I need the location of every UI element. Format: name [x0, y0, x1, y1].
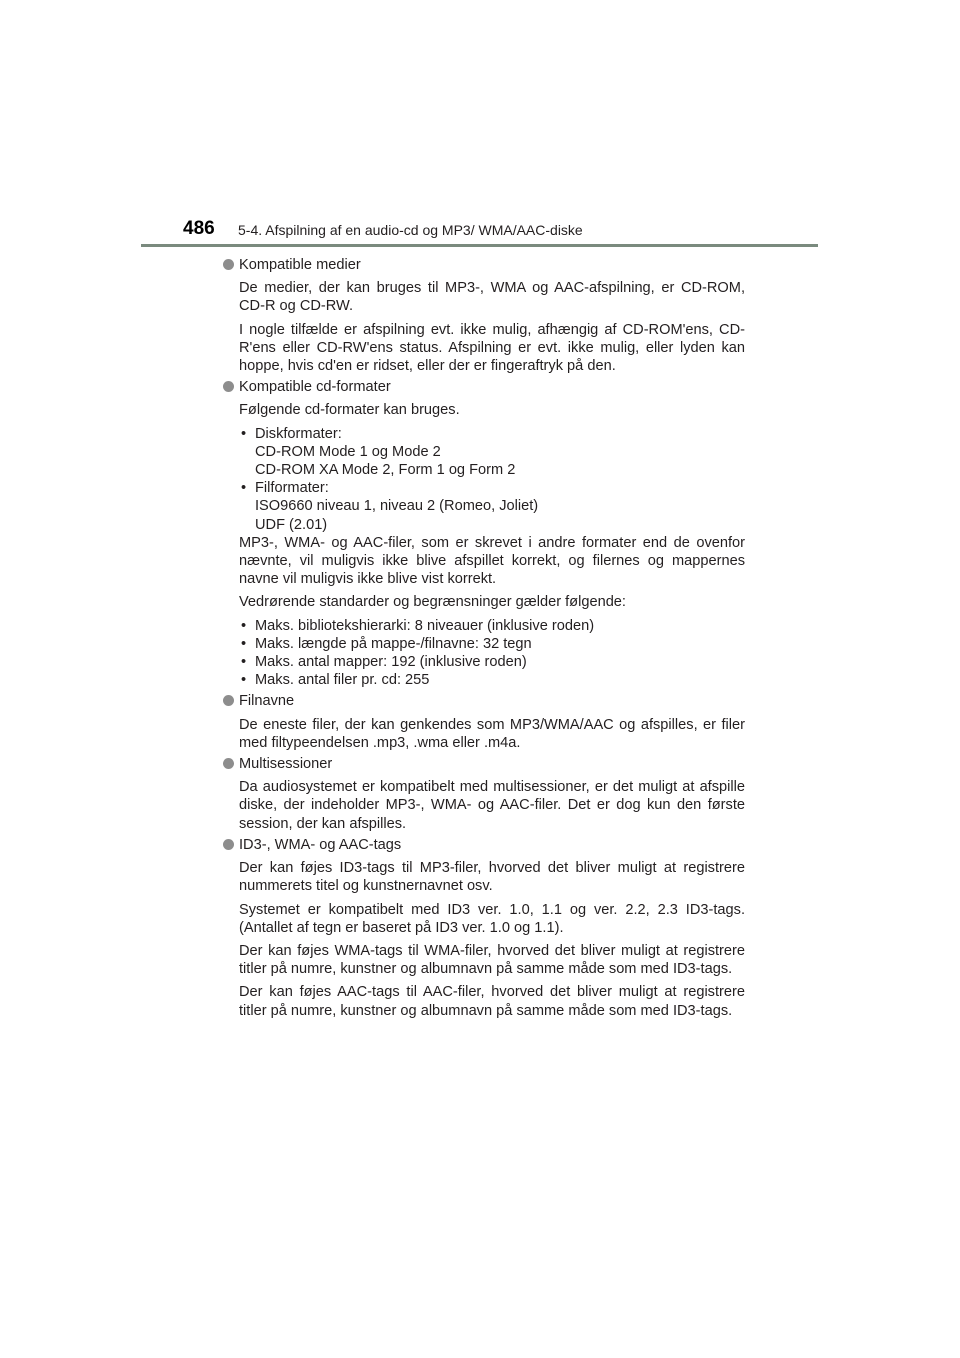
paragraph: Vedrørende standarder og begrænsninger gælder følgende: [239, 594, 626, 611]
page-content [223, 253, 745, 1020]
section-heading-filenames: Filnavne [223, 692, 745, 710]
list-item: • Maks. antal mapper: 192 (inklusive roden) [241, 654, 527, 671]
bullet-icon [223, 381, 234, 392]
list-item: • Maks. bibliotekshierarki: 8 niveauer (inklusive roden) [241, 617, 595, 634]
page-header [183, 214, 823, 254]
page-number: 486 [183, 218, 215, 239]
list-item: • Maks. længde på mappe-/filnavne: 32 tegn [241, 635, 532, 652]
list-item: • Filformater: ISO9660 niveau 1, niveau 2 (Romeo, Joliet) UDF (2.01) [239, 479, 745, 534]
list-sub-item: CD-ROM Mode 1 og Mode 2 [255, 443, 441, 460]
list-sub-item: UDF (2.01) [255, 516, 328, 533]
paragraph: Der kan føjes AAC-tags til AAC-filer, hvorved det bliver muligt at registrere titler på numre, kunstner og albumnavn på samme måde som med ID3-tags. [239, 984, 745, 1019]
bullet-icon [223, 259, 234, 270]
bullet-icon [223, 695, 234, 706]
list-item: • Diskformater: CD-ROM Mode 1 og Mode 2 CD-ROM XA Mode 2, Form 1 og Form 2 [239, 425, 745, 480]
paragraph: MP3-, WMA- og AAC-filer, som er skrevet i andre formater end de ovenfor nævnte, vil muligvis ikke blive afspillet korrekt, og filernes og mappernes navne vil muligvis ikke blive vist korrekt. [239, 534, 745, 588]
list-sub-item: CD-ROM XA Mode 2, Form 1 og Form 2 [255, 462, 516, 479]
paragraph: Følgende cd-formater kan bruges. [239, 402, 460, 419]
bullet-icon [223, 758, 234, 769]
list-item: • Maks. antal filer pr. cd: 255 [241, 672, 430, 689]
section-heading-compatible-media: Kompatible medier [223, 256, 745, 274]
paragraph: Da audiosystemet er kompatibelt med multisessioner, er det muligt at afspille diske, der indeholder MP3-, WMA- og AAC-filer. Det er dog kun den første session, der kan afspilles. [239, 779, 745, 832]
paragraph: De medier, der kan bruges til MP3-, WMA og AAC-afspilning, er CD-ROM, CD-R og CD-RW. [239, 280, 745, 315]
paragraph: Der kan føjes WMA-tags til WMA-filer, hvorved det bliver muligt at registrere titler på numre, kunstner og albumnavn på samme måde som med ID3-tags. [239, 942, 745, 978]
header-rule [141, 244, 818, 247]
section-heading-multisession: Multisessioner [223, 755, 745, 773]
paragraph: I nogle tilfælde er afspilning evt. ikke mulig, afhængig af CD-ROM'ens, CD-R'ens eller CD-RW'ens status. Afspilning er evt. ikke mulig, eller lyden kan hoppe, hvis cd'en er ridset, eller der er fingeraftryk på den. [239, 321, 745, 375]
list-sub-item: ISO9660 niveau 1, niveau 2 (Romeo, Joliet) [255, 498, 539, 515]
paragraph: Systemet er kompatibelt med ID3 ver. 1.0, 1.1 og ver. 2.2, 2.3 ID3-tags. (Antallet af tegn er baseret på ID3 ver. 1.0 og 1.1). [239, 901, 745, 936]
section-heading-compatible-formats: Kompatible cd-formater [223, 378, 745, 396]
section-heading-tags: ID3-, WMA- og AAC-tags [223, 836, 745, 854]
paragraph: Der kan føjes ID3-tags til MP3-filer, hvorved det bliver muligt at registrere nummerets titel og kunstnernavnet osv. [239, 860, 745, 895]
format-list [223, 425, 745, 534]
paragraph: De eneste filer, der kan genkendes som MP3/WMA/AAC og afspilles, er filer med filtypeendelsen .mp3, .wma eller .m4a. [239, 716, 745, 751]
bullet-icon [223, 839, 234, 850]
section-title: 5-4. Afspilning af en audio-cd og MP3/ WMA/AAC-diske [238, 222, 583, 238]
limits-list [223, 617, 745, 690]
